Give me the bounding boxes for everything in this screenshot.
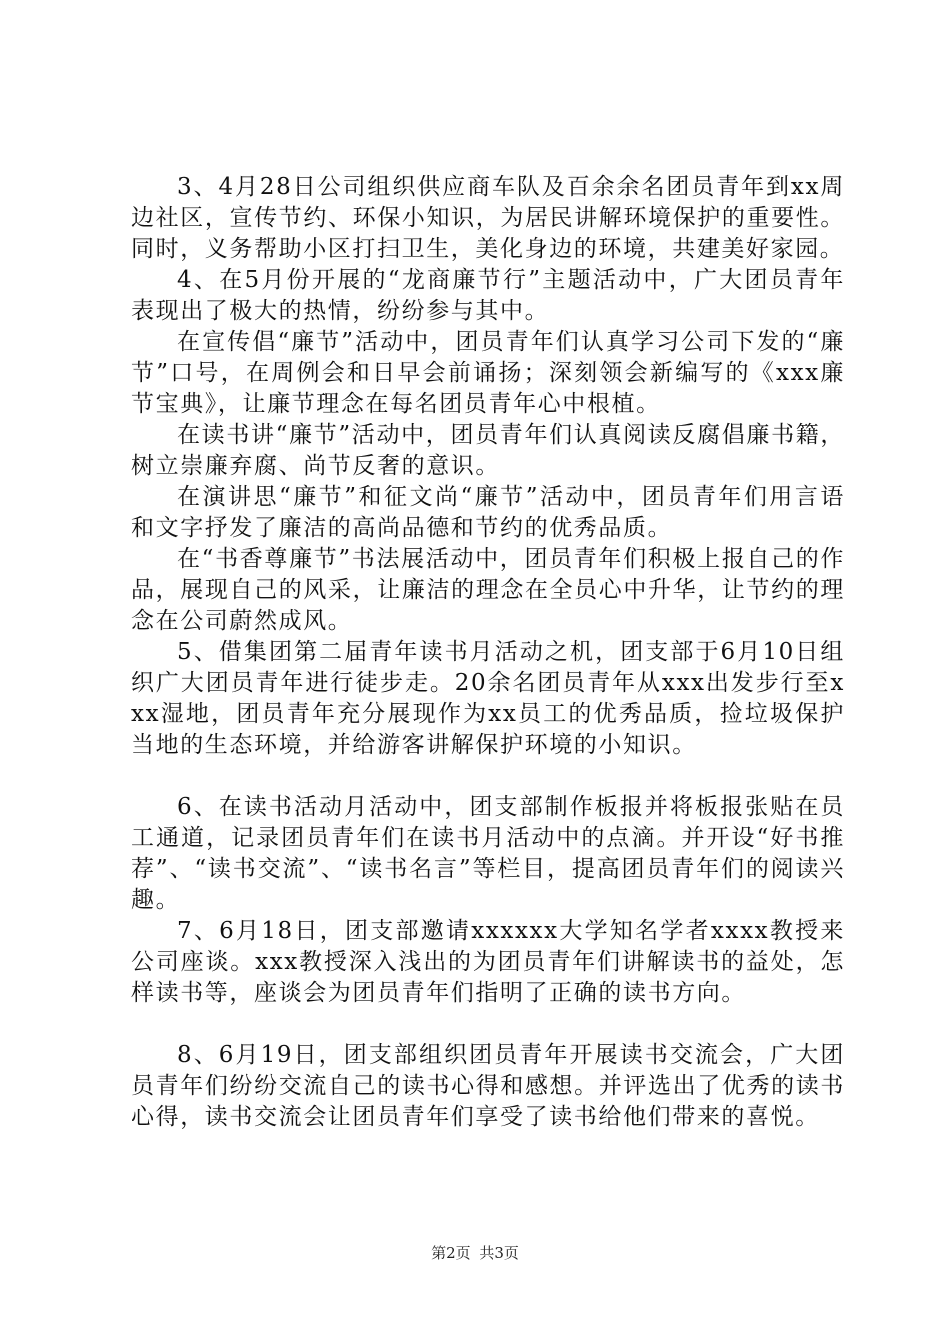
paragraph-item-4: 4、在5月份开展的“龙商廉节行”主题活动中，广大团员青年表现出了极大的热情，纷纷参与其中。 xyxy=(131,267,845,324)
page-footer xyxy=(0,1243,950,1263)
page-number: 第2页 xyxy=(431,1244,471,1262)
paragraph-speech-essay: 在演讲思“廉节”和征文尚“廉节”活动中，团员青年们用言语和文字抒发了廉洁的高尚品德和节约的优秀品质。 xyxy=(131,484,845,541)
paragraph-reading: 在读书讲“廉节”活动中，团员青年们认真阅读反腐倡廉书籍，树立崇廉弃腐、尚节反奢的意识。 xyxy=(131,422,845,479)
paragraph-item-5: 5、借集团第二届青年读书月活动之机，团支部于6月10日组织广大团员青年进行徒步走。20余名团员青年从xxx出发步行至xxx湿地，团员青年充分展现作为xx员工的优秀品质，捡垃圾保护当地的生态环境，并给游客讲解保护环境的小知识。 xyxy=(131,639,845,758)
page-total: 共3页 xyxy=(479,1244,519,1262)
paragraph-publicity: 在宣传倡“廉节”活动中，团员青年们认真学习公司下发的“廉节”口号，在周例会和日早会前诵扬；深刻领会新编写的《xxx廉节宝典》，让廉节理念在每名团员青年心中根植。 xyxy=(131,329,845,417)
document-body xyxy=(131,172,845,1133)
paragraph-item-6: 6、在读书活动月活动中，团支部制作板报并将板报张贴在员工通道，记录团员青年们在读书月活动中的点滴。并开设“好书推荐”、“读书交流”、“读书名言”等栏目，提高团员青年们的阅读兴趣。 xyxy=(131,794,845,913)
paragraph-item-3: 3、4月28日公司组织供应商车队及百余余名团员青年到xx周边社区，宣传节约、环保小知识，为居民讲解环境保护的重要性。同时，义务帮助小区打扫卫生，美化身边的环境，共建美好家园。 xyxy=(131,174,845,262)
paragraph-calligraphy: 在“书香尊廉节”书法展活动中，团员青年们积极上报自己的作品，展现自己的风采，让廉洁的理念在全员心中升华，让节约的理念在公司蔚然成风。 xyxy=(131,546,845,634)
paragraph-item-7: 7、6月18日，团支部邀请xxxxxx大学知名学者xxxx教授来公司座谈。xxx教授深入浅出的为团员青年们讲解读书的益处，怎样读书等，座谈会为团员青年们指明了正确的读书方向。 xyxy=(131,918,845,1006)
paragraph-item-8: 8、6月19日，团支部组织团员青年开展读书交流会，广大团员青年们纷纷交流自己的读书心得和感想。并评选出了优秀的读书心得，读书交流会让团员青年们享受了读书给他们带来的喜悦。 xyxy=(131,1042,845,1130)
